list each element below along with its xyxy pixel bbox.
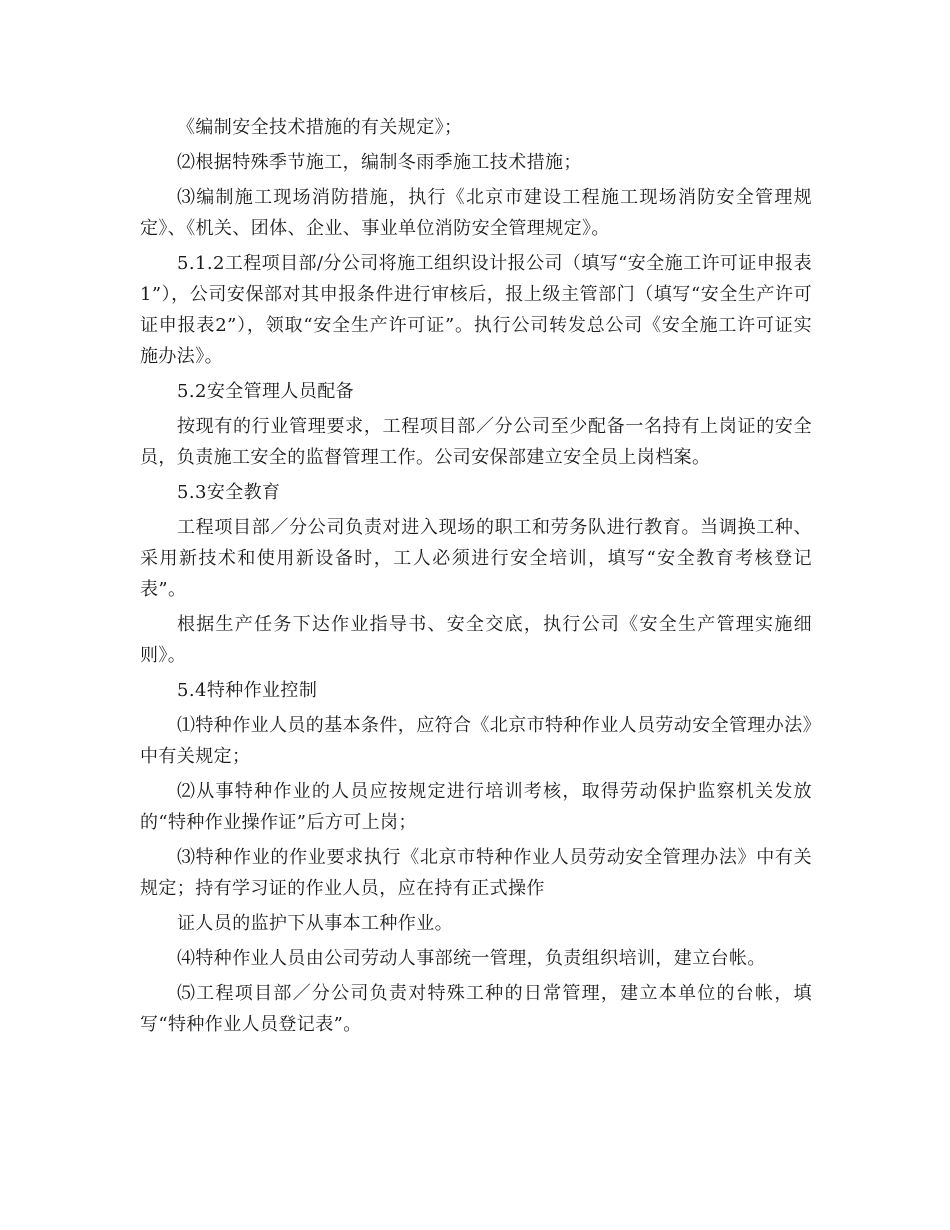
paragraph-14: 证人员的监护下从事本工种作业。 xyxy=(177,913,453,934)
paragraph-2: ⑵根据特殊季节施工，编制冬雨季施工技术措施； xyxy=(177,152,582,173)
paragraph-3: ⑶编制施工现场消防措施，执行《北京市建设工程施工现场消防安全管理规定》、《机关、团体、企业、事业单位消防安全管理规定》。 xyxy=(140,187,812,239)
section-heading-5-2: 5.2安全管理人员配备 xyxy=(177,381,355,402)
section-heading-5-4: 5.4特种作业控制 xyxy=(177,680,318,701)
section-heading-5-3: 5.3安全教育 xyxy=(177,482,281,503)
paragraph-1: 《编制安全技术措施的有关规定》； xyxy=(177,117,463,138)
paragraph-15: ⑷特种作业人员由公司劳动人事部统一管理，负责组织培训，建立台帐。 xyxy=(177,948,766,969)
paragraph-4: 5.1.2工程项目部/分公司将施工组织设计报公司（填写“安全施工许可证申报表1”），公司安保部对其申报条件进行审核后，报上级主管部门（填写“安全生产许可证申报表2”），领取“安全生产许可证”。执行公司转发总公司《安全施工许可证实施办法》。 xyxy=(140,253,812,367)
paragraph-8: 工程项目部／分公司负责对进入现场的职工和劳务队进行教育。当调换工种、采用新技术和使用新设备时，工人必须进行安全培训，填写“安全教育考核登记表”。 xyxy=(140,517,812,600)
paragraph-12: ⑵从事特种作业的人员应按规定进行培训考核，取得劳动保护监察机关发放的“特种作业操作证”后方可上岗； xyxy=(140,781,812,833)
paragraph-9: 根据生产任务下达作业指导书、安全交底，执行公司《安全生产管理实施细则》。 xyxy=(140,614,812,666)
paragraph-6: 按现有的行业管理要求，工程项目部／分公司至少配备一名持有上岗证的安全员，负责施工安全的监督管理工作。公司安保部建立安全员上岗档案。 xyxy=(140,416,812,468)
document-page xyxy=(140,112,812,1040)
paragraph-13: ⑶特种作业的作业要求执行《北京市特种作业人员劳动安全管理办法》中有关规定；持有学习证的作业人员，应在持有正式操作 xyxy=(140,847,812,899)
paragraph-11: ⑴特种作业人员的基本条件，应符合《北京市特种作业人员劳动安全管理办法》中有关规定； xyxy=(140,715,812,767)
paragraph-16: ⑸工程项目部／分公司负责对特殊工种的日常管理，建立本单位的台帐，填写“特种作业人员登记表”。 xyxy=(140,983,812,1035)
